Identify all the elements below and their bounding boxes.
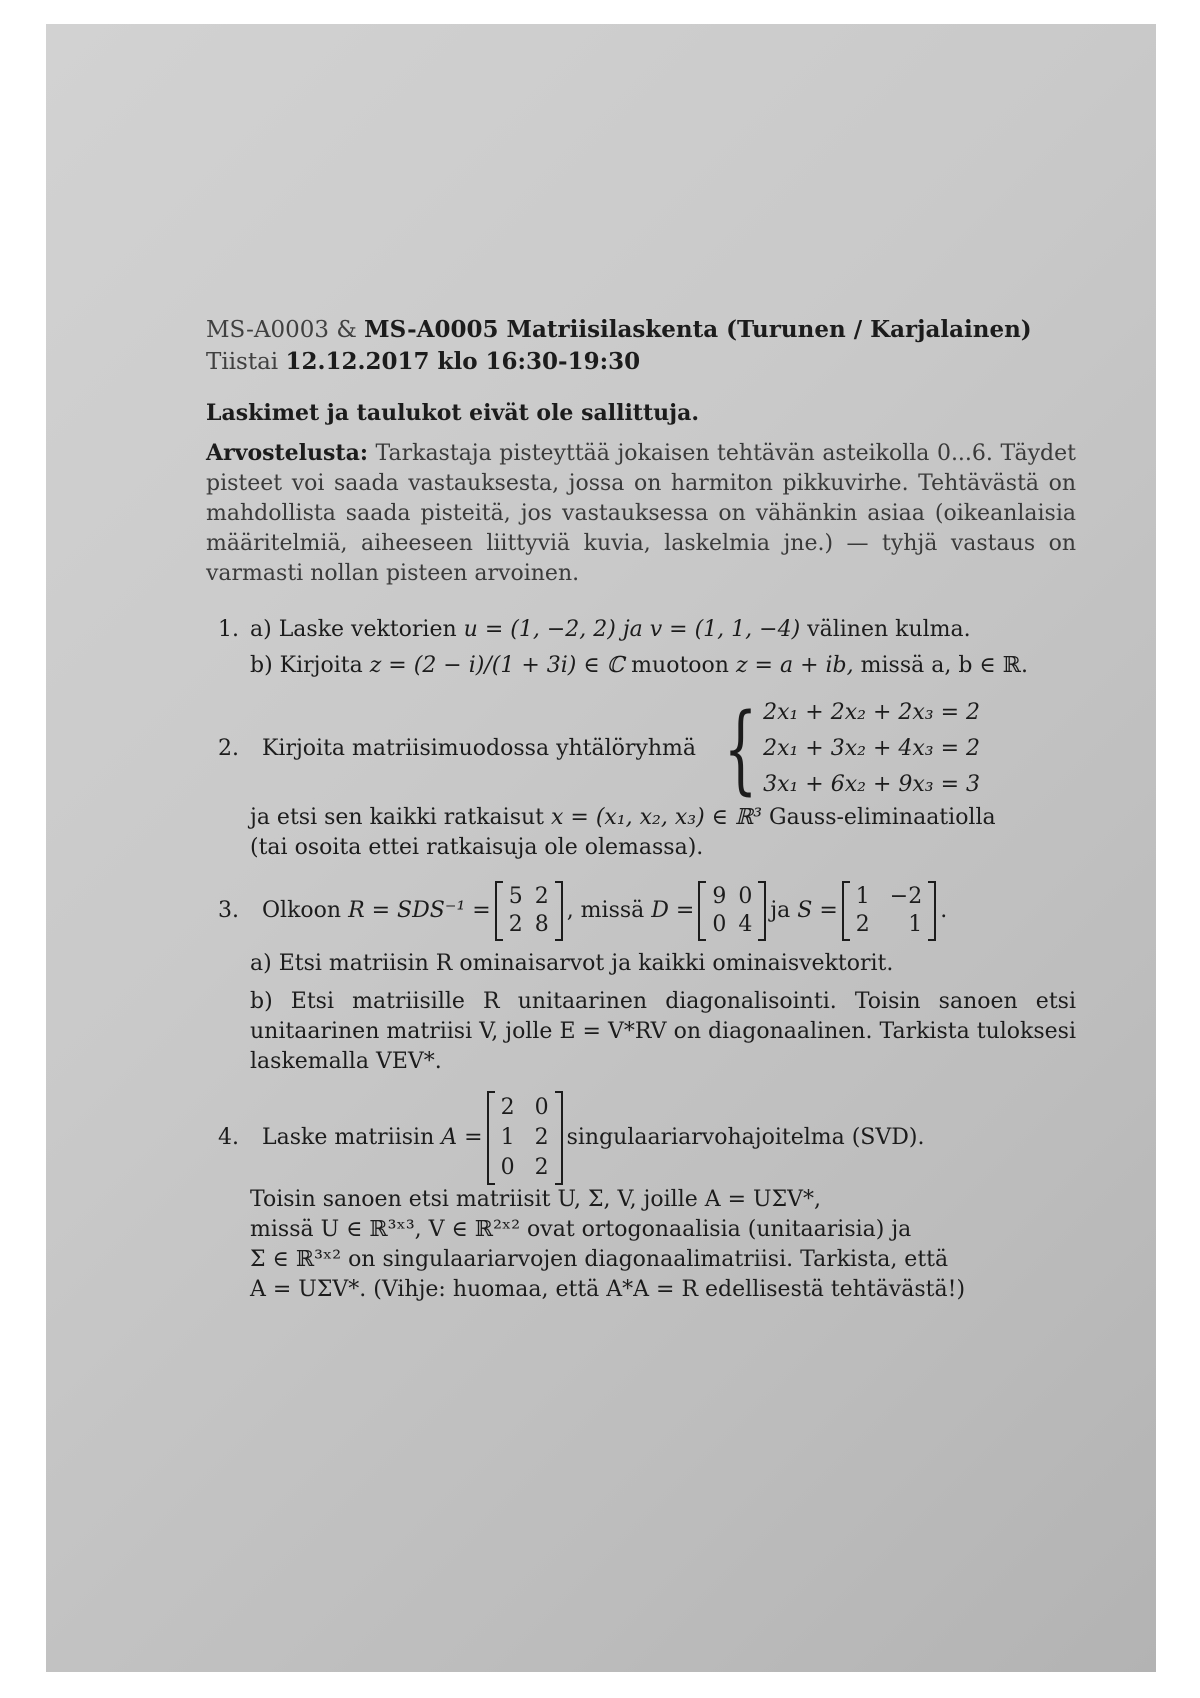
p3-ja: ja — [770, 898, 791, 923]
bracket-right — [555, 881, 563, 941]
p4-line3: Σ ∈ ℝ³ˣ² on singulaariarvojen diagonaalimatriisi. Tarkista, että — [250, 1247, 949, 1272]
matrix-entry: 9 — [712, 884, 727, 909]
matrix-entry: 2 — [534, 1125, 549, 1150]
problem-1-a — [250, 615, 1076, 645]
matrix-A-entries — [495, 1091, 555, 1185]
problem-1 — [206, 615, 1076, 681]
problem-number: 4. — [218, 1125, 239, 1150]
matrix-entry: 1 — [908, 912, 923, 937]
matrix-entry: 2 — [500, 1095, 515, 1120]
matrix-entry: 2 — [855, 912, 870, 937]
problem-number: 3. — [218, 898, 239, 923]
matrix-A — [487, 1091, 563, 1185]
bracket-right — [928, 881, 936, 941]
p4-line1: Toisin sanoen etsi matriisit U, Σ, V, joille A = UΣV*, — [250, 1187, 822, 1212]
bracket-right — [555, 1091, 563, 1185]
exam-content — [206, 314, 1076, 1305]
matrix-entry: 4 — [738, 912, 753, 937]
p2-line2-math: x = (x₁, x₂, x₃) ∈ ℝ³ — [551, 805, 763, 830]
system-brace: { — [723, 693, 758, 805]
problem-2 — [206, 695, 1076, 863]
p4-a-def: A = — [441, 1125, 483, 1150]
problem-1-b — [250, 651, 1076, 681]
bracket-left — [698, 881, 706, 941]
course-code-1: MS-A0003 & — [206, 317, 357, 343]
problem-3-a: a) Etsi matriisin R ominaisarvot ja kaikki ominaisvektorit. — [250, 951, 894, 976]
matrix-entry: 0 — [500, 1155, 515, 1180]
equation-3: 3x₁ + 6x₂ + 9x₃ = 3 — [763, 772, 981, 797]
course-rest: MS-A0005 Matriisilaskenta (Turunen / Karjalainen) — [364, 316, 1032, 343]
p1b-math: z = (2 − i)/(1 + 3i) ∈ ℂ — [369, 653, 625, 678]
p3-missa: , missä — [566, 898, 645, 923]
matrix-entry: 1 — [500, 1125, 515, 1150]
exam-header — [206, 314, 1076, 378]
calculator-notice: Laskimet ja taulukot eivät ole sallittuja. — [206, 400, 699, 426]
paper-sheet — [46, 24, 1156, 1672]
p1a-prefix: a) Laske vektorien — [250, 617, 457, 642]
p3-olkoon: Olkoon — [262, 898, 342, 923]
p1a-math: u = (1, −2, 2) ja v = (1, 1, −4) — [463, 617, 801, 642]
equation-system — [710, 695, 980, 803]
p2-line2 — [250, 803, 1076, 833]
equations — [763, 695, 980, 803]
problem-4-def-row — [206, 1091, 1076, 1185]
problem-4 — [206, 1091, 1076, 1305]
p1a-suffix: välinen kulma. — [807, 617, 971, 642]
p2-intro: Kirjoita matriisimuodossa yhtälöryhmä — [262, 736, 696, 761]
matrix-S-entries — [850, 881, 928, 941]
grading-paragraph — [206, 438, 1076, 589]
p4-prefix: Laske matriisin — [262, 1125, 435, 1150]
matrix-S — [842, 881, 936, 941]
problem-3 — [206, 881, 1076, 1077]
p1b-math2: z = a + ib, — [735, 653, 854, 678]
matrix-R-entries — [503, 881, 555, 941]
p3-r-def: R = SDS⁻¹ = — [348, 898, 491, 923]
matrix-D — [698, 881, 766, 941]
problem-3-b: b) Etsi matriisille R unitaarinen diagonalisointi. Toisin sanoen etsi unitaarinen matriisi V, jolle E = V*RV on diagonaalinen. Tarkista tuloksesi laskemalla VEV*. — [250, 989, 1076, 1074]
p1b-mid: muotoon — [631, 653, 729, 678]
p4-line4: A = UΣV*. (Vihje: huomaa, että A*A = R edellisestä tehtävästä!) — [250, 1277, 966, 1302]
p1b-prefix: b) Kirjoita — [250, 653, 363, 678]
matrix-entry: 0 — [738, 884, 753, 909]
p4-suffix: singulaariarvohajoitelma (SVD). — [566, 1125, 925, 1150]
p2-line3: (tai osoita ettei ratkaisuja ole olemassa). — [250, 835, 704, 860]
equation-1: 2x₁ + 2x₂ + 2x₃ = 2 — [763, 700, 981, 725]
matrix-entry: 5 — [508, 884, 523, 909]
grading-text: Tarkastaja pisteyttää jokaisen tehtävän asteikolla 0...6. Täydet pisteet voi saada vastauksesta, jossa on harmiton pikkuvirhe. Tehtävästä on mahdollista saada pisteitä, jos vastauksessa on vähänkin asiaa (oikeanlaisia määritelmiä, aiheeseen liittyviä kuvia, laskelmia jne.) — tyhjä vastaus on varmasti nollan pisteen arvoinen. — [206, 441, 1076, 586]
matrix-entry: 2 — [534, 884, 549, 909]
matrix-entry: −2 — [889, 884, 923, 909]
p3-period: . — [940, 898, 948, 923]
bracket-left — [487, 1091, 495, 1185]
matrix-D-entries — [706, 881, 758, 941]
problem-3-def-row — [206, 881, 1076, 941]
matrix-R — [495, 881, 563, 941]
p1b-suffix: missä a, b ∈ ℝ. — [860, 653, 1028, 678]
p2-line2-prefix: ja etsi sen kaikki ratkaisut — [250, 805, 545, 830]
date-line — [206, 346, 1076, 378]
matrix-entry: 8 — [534, 912, 549, 937]
problem-number: 1. — [218, 617, 239, 642]
matrix-entry: 0 — [712, 912, 727, 937]
matrix-entry: 0 — [534, 1095, 549, 1120]
matrix-entry: 2 — [534, 1155, 549, 1180]
matrix-entry: 2 — [508, 912, 523, 937]
bracket-right — [758, 881, 766, 941]
matrix-entry: 1 — [855, 884, 870, 909]
grading-label: Arvostelusta: — [206, 440, 368, 466]
equation-2: 2x₁ + 3x₂ + 4x₃ = 2 — [763, 736, 981, 761]
p2-line2-suffix: Gauss-eliminaatiolla — [769, 805, 996, 830]
p4-line2: missä U ∈ ℝ³ˣ³, V ∈ ℝ²ˣ² ovat ortogonaalisia (unitaarisia) ja — [250, 1217, 912, 1242]
bracket-left — [495, 881, 503, 941]
course-line — [206, 314, 1076, 346]
date-rest: 12.12.2017 klo 16:30-19:30 — [285, 348, 641, 375]
p3-d-def: D = — [651, 898, 695, 923]
problem-number: 2. — [218, 736, 239, 761]
bracket-left — [842, 881, 850, 941]
problem-2-system-row — [206, 695, 1076, 803]
date-word: Tiistai — [206, 349, 279, 375]
p3-s-def: S = — [797, 898, 838, 923]
